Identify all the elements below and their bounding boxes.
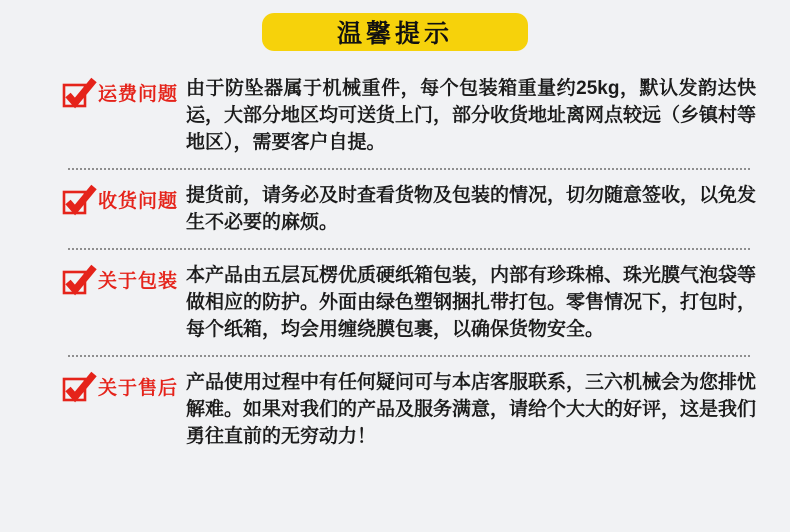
section-shipping [62, 65, 756, 156]
section-text: 提货前，请务必及时查看货物及包装的情况，切勿随意签收，以免发生不必要的麻烦。 [186, 185, 757, 233]
page-title-badge [262, 13, 528, 51]
section-receiving [62, 172, 756, 236]
checkbox-checked-icon [62, 370, 98, 404]
tips-list [0, 51, 790, 450]
dotted-divider [68, 355, 750, 357]
dotted-divider [68, 168, 750, 170]
section-text: 由于防坠器属于机械重件，每个包装箱重量约25kg，默认发韵达快运，大部分地区均可送货上门，部分收货地址离网点较远（乡镇村等地区），需要客户自提。 [186, 78, 757, 153]
page-title: 温馨提示 [336, 20, 453, 48]
section-label: 运费问题 [98, 84, 179, 105]
section-text: 本产品由五层瓦楞优质硬纸箱包装，内部有珍珠棉、珠光膜气泡袋等做相应的防护。外面由绿色塑钢捆扎带打包。零售情况下，打包时，每个纸箱，均会用缠绕膜包裹，以确保货物安全。 [186, 265, 757, 340]
checkbox-checked-icon [62, 183, 98, 217]
section-text: 产品使用过程中有任何疑问可与本店客服联系，三六机械会为您排忧解难。如果对我们的产品及服务满意，请给个大大的好评，这是我们勇往直前的无穷动力！ [186, 372, 757, 447]
section-aftersales [62, 359, 756, 450]
checkbox-checked-icon [62, 263, 98, 297]
section-label: 关于包装 [98, 271, 179, 292]
section-label: 收货问题 [98, 191, 179, 212]
dotted-divider [68, 248, 750, 250]
section-label: 关于售后 [98, 378, 179, 399]
section-packaging [62, 252, 756, 343]
checkbox-checked-icon [62, 76, 98, 110]
